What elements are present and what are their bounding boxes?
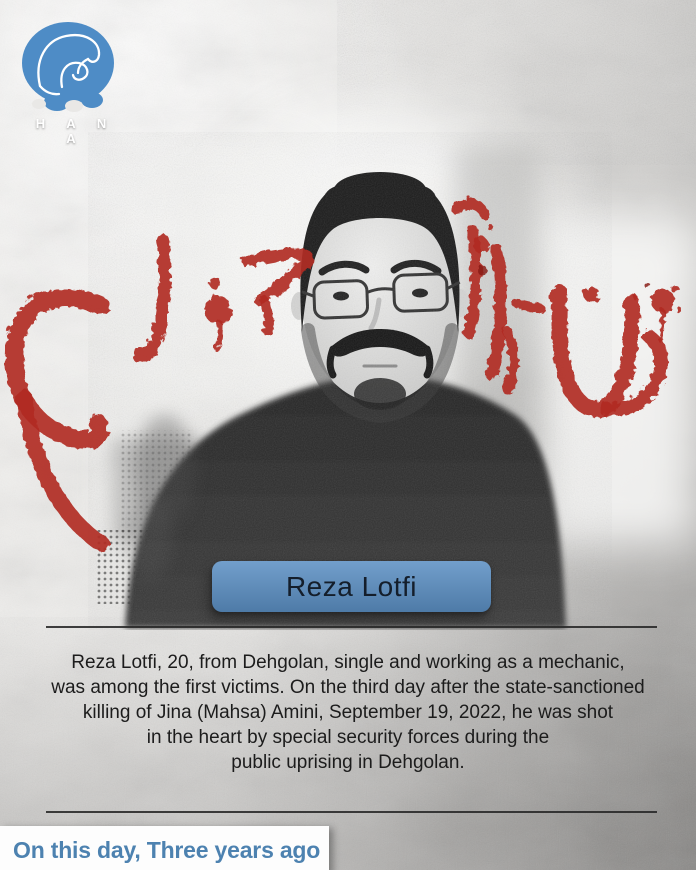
logo-wordmark: H A N A — [35, 116, 116, 146]
divider-top — [46, 626, 657, 628]
memorial-line: public uprising in Dehgolan. — [231, 752, 465, 773]
name-plate — [212, 561, 491, 612]
footer-label: On this day, Three years ago — [13, 836, 321, 863]
memorial-line: was among the first victims. On the third day after the state-sanctioned — [51, 677, 645, 698]
memorial-line: in the heart by special security forces during the — [146, 727, 550, 748]
name-plate-label: Reza Lotfi — [285, 570, 418, 602]
memorial-line: Reza Lotfi, 20, from Dehgolan, single and working as a mechanic, — [71, 652, 625, 673]
hana-logo — [12, 16, 142, 128]
divider-bottom — [46, 811, 657, 813]
memorial-line: killing of Jina (Mahsa) Amini, September 19, 2022, he was shot — [82, 702, 614, 723]
footer-banner — [0, 826, 329, 870]
memorial-paragraph — [0, 650, 696, 775]
portrait-photo — [96, 140, 596, 628]
dove-icon — [12, 16, 142, 128]
